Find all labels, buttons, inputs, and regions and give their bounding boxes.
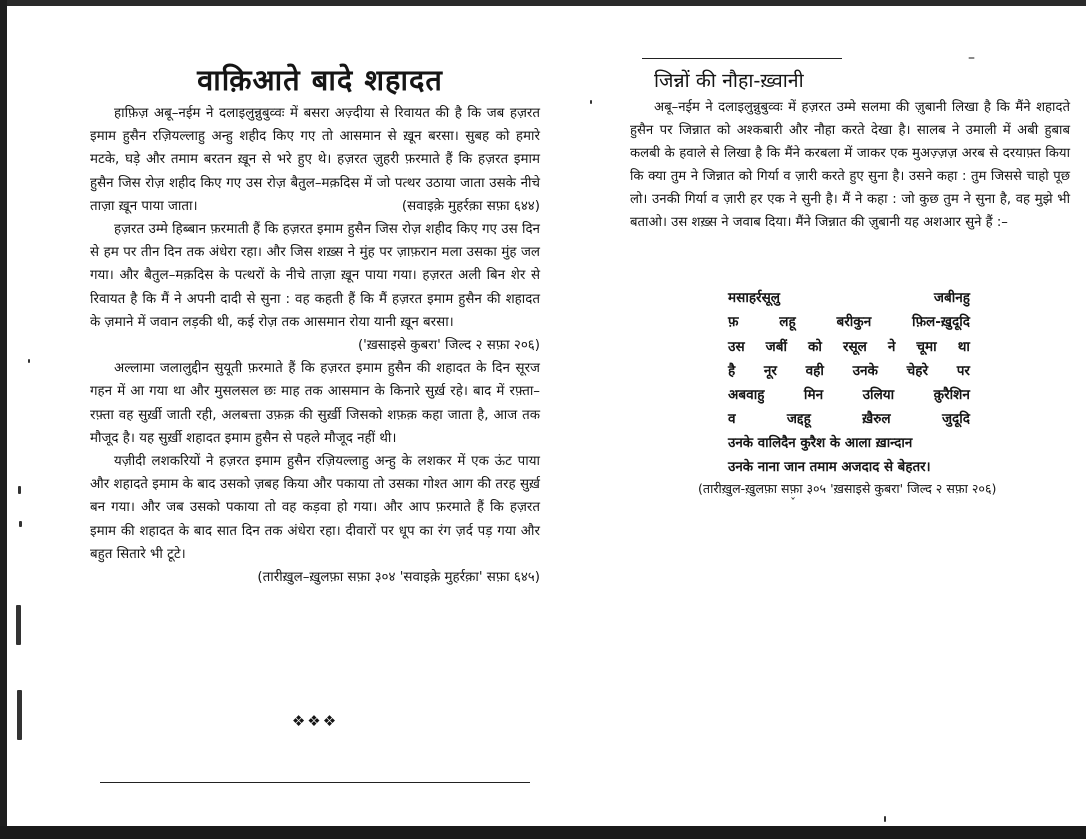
scan-speck xyxy=(28,359,30,363)
footer-rule xyxy=(100,782,530,783)
verse-word: चेहरे xyxy=(906,362,929,379)
left-page-title: वाक़िआते बादे शहादत xyxy=(197,63,443,97)
scan-edge-bottom xyxy=(0,826,1086,839)
paragraph: यज़ीदी लशकरियों ने हज़रत इमाम हुसैन रज़ियल्लाहु अन्हु के लशकर में एक ऊंट पाया और शहादते इमाम के बाद उसको ज़बह किया और पकाया तो उसका गोश्त आग की तरह सुर्ख़ बन गया। और जब उसको पकाया तो वह कड़वा हो गया। और आप फ़रमाते हैं कि हज़रत इमाम की शहादत के बाद सात दिन तक अंधेरा रहा। दीवारों पर धूप का रंग ज़र्द पड़ गया और बहुत सितारे भी टूटे। xyxy=(90,454,540,562)
verse-word: चूमा xyxy=(916,338,937,355)
verse-line xyxy=(728,286,970,310)
verse-word: जुदूदि xyxy=(941,411,970,428)
dash-mark: – xyxy=(968,50,975,66)
verse-word: था xyxy=(957,338,970,355)
citation: (तारीख़ुल–ख़ुलफ़ा सफ़ा ३०४ 'सवाइक़े मुहर्रक़ा' सफ़ा ६४५) xyxy=(257,570,540,586)
verse-line xyxy=(728,407,970,431)
verse-word: ख़ैरुल xyxy=(862,411,891,428)
verse-word: उस xyxy=(728,338,745,355)
verse-word: उनके xyxy=(852,362,878,379)
scan-speck xyxy=(884,816,886,822)
scan-speck xyxy=(590,100,592,104)
scan-speck xyxy=(19,521,22,527)
scan-speck xyxy=(17,690,22,740)
paragraph: अबू–नईम ने दलाइलुन्नुबुव्वः में हज़रत उम्मे सलमा की ज़ुबानी लिखा है कि मैंने शहादते हुसैन पर जिन्नात को अश्कबारी और नौहा करते देखा है। सालब ने उमाली में अबी हुबाब कलबी के हवाले से लिखा है कि मैंने करबला में जाकर एक मुअज़्ज़ज़ अरब से दरयाफ़्त किया कि क्या तुम ने जिन्नात को गिर्या व ज़ारी करते हुए सुना है। उसने कहा : तुम जिससे चाहो पूछ लो। उनकी गिर्या व ज़ारी हर एक ने सुनी है। मैं ने कहा : जो कुछ तुम ने सुना है, वह मुझे भी बताओ। उस शख़्स ने जवाब दिया। मैंने जिन्नात की ज़ुबानी यह अशआर सुने हैं :– xyxy=(630,100,1070,230)
verse-word: फ़ xyxy=(728,314,739,331)
scan-speck xyxy=(18,486,21,494)
verse-word: मिन xyxy=(803,387,824,404)
verse-word: जद्दहू xyxy=(786,411,811,428)
verse-line xyxy=(728,383,970,407)
citation: (तारीख़ुल-ख़ुलफ़ा सफ़ा ३०५ 'ख़साइसे कुबरा' जिल्द २ सफ़ा २०६) xyxy=(698,481,997,496)
section-end-ornament: ❖❖❖ xyxy=(291,712,339,730)
verse-word: जबीनहु xyxy=(933,290,970,306)
verse-word: नूर xyxy=(763,362,777,379)
right-page-title: जिन्नों की नौहा-ख़्वानी xyxy=(654,69,804,92)
citation: ('ख़साइसे कुबरा' जिल्द २ सफ़ा २०६) xyxy=(357,338,540,354)
verse-word: मसाहर्रसूलु xyxy=(728,290,781,306)
header-rule xyxy=(642,58,842,59)
verse-line xyxy=(728,310,970,334)
verse-word: जबीं xyxy=(765,338,787,355)
paragraph: अल्लामा जलालुद्दीन सुयूती फ़रमाते हैं कि हज़रत इमाम हुसैन की शहादत के दिन सूरज गहन में आ गया था और मुसलसल छः माह तक आसमान के किनारे सुर्ख़ रहे। बाद में रफ़्ता–रफ़्ता वह सुर्ख़ी जाती रही, अलबत्ता उफ़क़ की सुर्ख़ी जिसको शफ़क़ कहा जाता है, आज तक मौजूद है। यह सुर्ख़ी शहादत इमाम हुसैन से पहले मौजूद नहीं थी। xyxy=(90,361,540,446)
paragraph xyxy=(90,218,540,354)
verse-word: को xyxy=(807,338,822,355)
verse-word: पर xyxy=(956,362,970,379)
citation: (सवाइक़े मुहर्रक़ा सफ़ा ६४४) xyxy=(401,198,540,214)
scan-speck xyxy=(16,605,21,645)
verse-word: अबवाहु xyxy=(728,387,765,404)
verse-word: रसूल xyxy=(842,338,867,355)
left-page-body xyxy=(90,102,540,589)
verse-word: है xyxy=(728,362,736,379)
verse-word: व xyxy=(728,411,736,428)
verse-word: फ़िल-ख़ुदूदि xyxy=(912,314,970,331)
scan-edge-left xyxy=(0,0,7,839)
paragraph-text: हाफ़िज़ अबू–नईम ने दलाइलुन्नुबुव्वः में बसरा अज़्दीया से रिवायत की है कि जब हज़रत इमाम हुसैन रज़ियल्लाहु अन्हु शहीद किए गए तो आसमान से ख़ून बरसा। सुबह को हमारे मटके, घड़े और तमाम बरतन ख़ून से भरे हुए थे। हज़रत ज़ुहरी फ़रमाते हैं कि हज़रत इमाम हुसैन जिस रोज़ शहीद किए गए उस रोज़ बैतुल–मक़दिस में जो पत्थर उठाया जाता उसके नीचे ताज़ा ख़ून पाया जाता। xyxy=(90,106,540,214)
stray-mark: ˇ xyxy=(790,496,796,510)
scan-edge-top xyxy=(0,0,1086,6)
verse-line xyxy=(728,335,970,359)
verse-word: ने xyxy=(887,338,896,355)
verse-line xyxy=(728,359,970,383)
verse-translation-line: उनके वालिदैन कुरैश के आला ख़ान्दान xyxy=(728,435,913,451)
verse-word: बरीकुन xyxy=(836,314,872,331)
verse-word: उलिया xyxy=(862,387,895,404)
verse-word: वही xyxy=(805,362,824,379)
verse-word: क़ुरैशिन xyxy=(933,387,970,404)
paragraph-text: हज़रत उम्मे हिब्बान फ़रमाती हैं कि हज़रत इमाम हुसैन जिस रोज़ शहीद किए गए उस दिन से हम पर तीन दिन तक अंधेरा रहा। और जिस शख़्स ने मुंह पर ज़ाफ़रान मला उसका मुंह जल गया। और बैतुल–मक़दिस के पत्थरों के नीचे ताज़ा ख़ून पाया गया। हज़रत अली बिन शेर से रिवायत है कि मैं ने अपनी दादी से सुना : वह कहती हैं कि मैं हज़रत इमाम हुसैन की शहादत के ज़माने में जवान लड़की थी, कई रोज़ तक आसमान रोया यानी ख़ून बरसा। xyxy=(90,222,540,330)
verse-word: लहू xyxy=(779,314,796,331)
verse-translation-line: उनके नाना जान तमाम अजदाद से बेहतर। xyxy=(728,460,931,476)
poem xyxy=(728,286,970,480)
paragraph xyxy=(90,102,540,218)
